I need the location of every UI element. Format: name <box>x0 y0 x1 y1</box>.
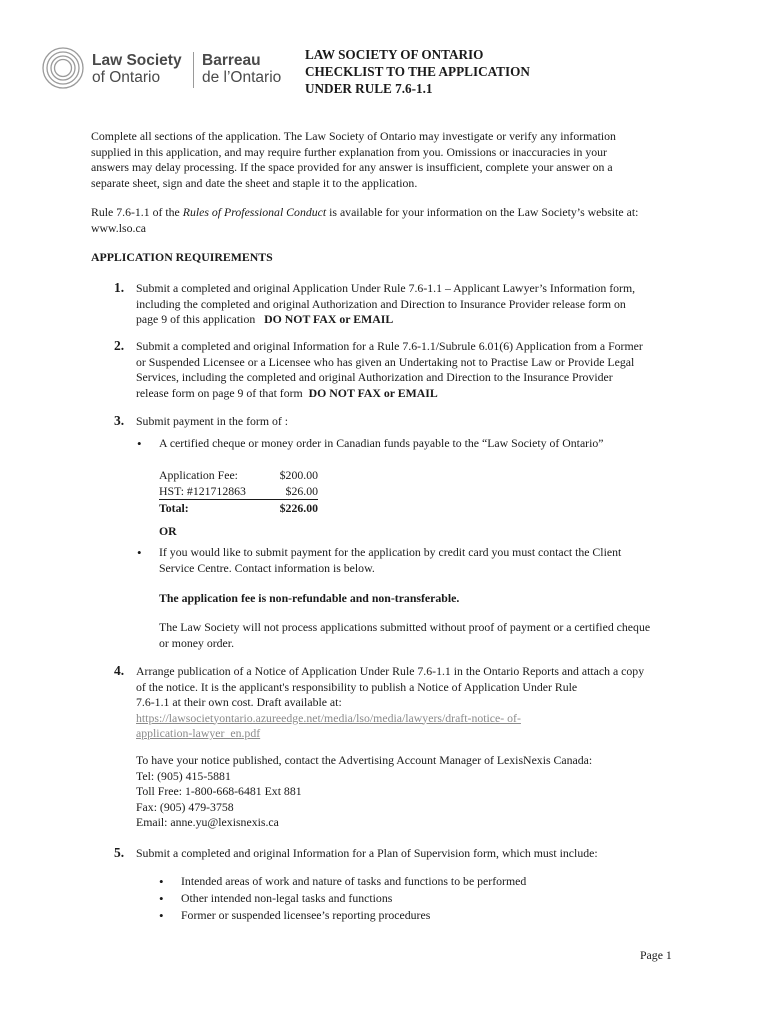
item-2-line: Submit a completed and original Information for a Rule 7.6-1.1/Subrule 6.01(6) Application from a Former <box>136 339 643 353</box>
item-number: 4. <box>114 663 125 678</box>
contact-fax: Fax: (905) 479-3758 <box>136 799 234 814</box>
no-fax-notice: DO NOT FAX or EMAIL <box>308 385 438 400</box>
logo-en-line2: of Ontario <box>92 69 161 86</box>
item-1 <box>136 281 635 328</box>
item-1-line: Submit a completed and original Application Under Rule 7.6-1.1 – Applicant Lawyer’s Information form, <box>136 281 636 295</box>
item-number: 3. <box>114 413 125 428</box>
circles-logo-icon <box>40 42 86 94</box>
item-5-bullet: Other intended non-legal tasks and functions <box>181 891 393 905</box>
item-2-line: or Suspended Licensee or a Licensee who has given an Undertaking not to Practise Law or Provide Legal <box>136 354 635 369</box>
intro-line: Complete all sections of the application. The Law Society of Ontario may investigate or verify any information <box>91 129 616 143</box>
fee-value: $26.00 <box>276 483 318 500</box>
fee-label: Application Fee: <box>159 468 238 482</box>
fee-row <box>159 467 318 483</box>
no-fax-notice: DO NOT FAX or EMAIL <box>264 312 394 326</box>
intro-paragraph <box>91 129 616 191</box>
rule-paragraph <box>91 205 638 236</box>
rule-prefix: Rule 7.6-1.1 of the <box>91 205 183 219</box>
title-line2: CHECKLIST TO THE APPLICATION <box>305 64 530 79</box>
lexisnexis-contact <box>136 753 592 831</box>
rule-suffix: is available for your information on the Law Society’s website at: <box>326 205 639 219</box>
fee-label: Total: <box>159 501 189 515</box>
non-refundable-notice: The application fee is non-refundable and non-transferable. <box>159 591 460 605</box>
contact-line: To have your notice published, contact the Advertising Account Manager of LexisNexis Canada: <box>136 753 593 767</box>
fee-row <box>159 483 318 500</box>
website-link[interactable]: www.lso.ca <box>91 220 146 235</box>
item-2 <box>136 339 643 401</box>
draft-notice-link[interactable]: application-lawyer_en.pdf <box>136 726 261 740</box>
logo-fr-line1: Barreau <box>202 52 261 69</box>
bullet-glyph: • <box>137 545 142 560</box>
draft-notice-link[interactable]: https://lawsocietyontario.azureedge.net/media/lso/media/lawyers/draft-notice- of- <box>136 710 521 725</box>
notice-line: or money order. <box>159 635 235 650</box>
bullet-line: Service Centre. Contact information is below. <box>159 560 375 575</box>
item-1-line: page 9 of this application <box>136 312 256 326</box>
intro-line: separate sheet, sign and date the sheet and staple it to the application. <box>91 175 418 190</box>
bullet-glyph: • <box>137 436 142 451</box>
or-separator: OR <box>159 524 177 538</box>
bullet-glyph: • <box>159 908 164 923</box>
law-society-logo <box>40 42 280 98</box>
item-4-line: 7.6-1.1 at their own cost. Draft available at: <box>136 695 342 709</box>
title-line3: UNDER RULE 7.6-1.1 <box>305 81 433 96</box>
contact-tel: Tel: (905) 415-5881 <box>136 768 231 783</box>
title-line1: LAW SOCIETY OF ONTARIO <box>305 47 484 62</box>
item-5-bullet: Former or suspended licensee’s reporting procedures <box>181 908 431 922</box>
intro-line: supplied in this application, and may require further explanation from you. Omissions or inaccuracies in your <box>91 144 607 159</box>
item-number: 2. <box>114 338 125 353</box>
item-2-line: release form on page 9 of that form <box>136 385 303 400</box>
item-3-line: Submit payment in the form of : <box>136 414 289 428</box>
item-5-bullet: Intended areas of work and nature of tasks and functions to be performed <box>181 874 527 888</box>
logo-divider <box>193 52 194 88</box>
item-number: 1. <box>114 280 125 295</box>
requirements-heading: APPLICATION REQUIREMENTS <box>91 250 273 264</box>
item-4-line: of the notice. It is the applicant's responsibility to publish a Notice of Application Under Rule <box>136 679 578 694</box>
item-number: 5. <box>114 845 125 860</box>
fee-value: $200.00 <box>279 468 318 482</box>
fee-table <box>159 467 318 516</box>
bullet-line: If you would like to submit payment for the application by credit card you must contact the Client <box>159 545 622 559</box>
bullet-glyph: • <box>159 874 164 889</box>
fee-label: HST: #121712863 <box>159 483 276 500</box>
item-3-bullet-2 <box>159 545 621 576</box>
bullet-glyph: • <box>159 891 164 906</box>
rules-title: Rules of Professional Conduct <box>182 205 327 219</box>
payment-proof-notice <box>159 620 650 651</box>
document-title <box>305 46 530 97</box>
item-4 <box>136 664 644 742</box>
item-1-line: including the completed and original Authorization and Direction to Insurance Provider release form on <box>136 296 626 311</box>
fee-value: $226.00 <box>279 501 318 515</box>
fee-total-row <box>159 500 318 517</box>
notice-line: The Law Society will not process applications submitted without proof of payment or a certified cheque <box>159 620 651 634</box>
contact-email[interactable]: Email: anne.yu@lexisnexis.ca <box>136 815 279 829</box>
item-2-line: Services, including the completed and original Authorization and Direction to the Insurance Provider <box>136 370 613 384</box>
logo-en-line1: Law Society <box>92 52 182 69</box>
contact-toll-free: Toll Free: 1-800-668-6481 Ext 881 <box>136 784 302 798</box>
intro-line: answers may delay processing. If the space provided for any answer is insufficient, complete your answer on a <box>91 160 613 174</box>
item-4-line: Arrange publication of a Notice of Application Under Rule 7.6-1.1 in the Ontario Reports and attach a copy <box>136 664 645 678</box>
item-3-bullet-1: A certified cheque or money order in Canadian funds payable to the “Law Society of Ontario” <box>159 436 604 450</box>
item-5-line: Submit a completed and original Information for a Plan of Supervision form, which must include: <box>136 846 598 860</box>
page-number: Page 1 <box>640 948 672 962</box>
logo-fr-line2: de l’Ontario <box>202 69 282 86</box>
